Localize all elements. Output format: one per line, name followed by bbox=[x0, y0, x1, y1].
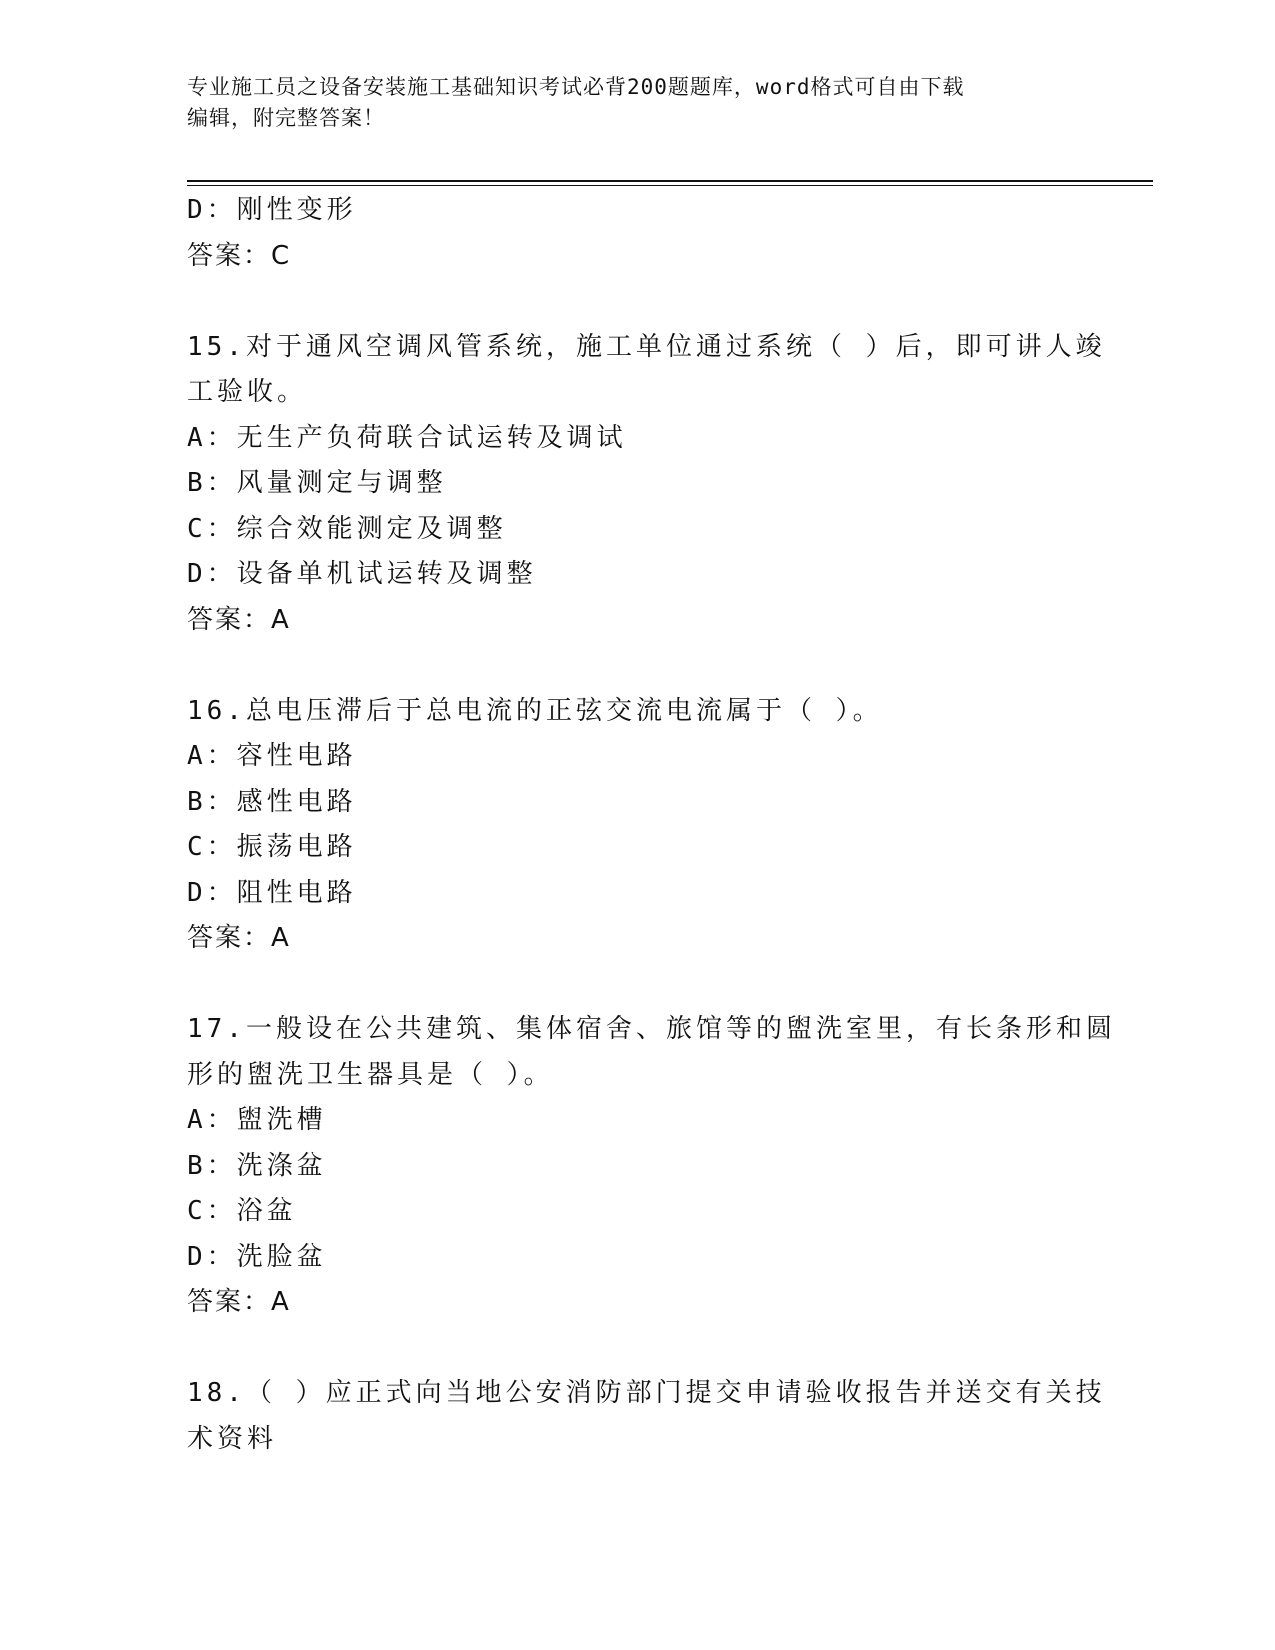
question-17-text-line-1: 17.一般设在公共建筑、集体宿舍、旅馆等的盥洗室里，有长条形和圆 bbox=[187, 1014, 1116, 1044]
question-16-option-a: A：容性电路 bbox=[187, 741, 357, 771]
question-15-option-c: C：综合效能测定及调整 bbox=[187, 513, 507, 544]
question-18-text-line-1: 18.（ ）应正式向当地公安消防部门提交申请验收报告并送交有关技 bbox=[187, 1378, 1106, 1408]
question-17 bbox=[187, 1007, 1116, 1326]
spacer bbox=[187, 1326, 1087, 1372]
question-15-option-a: A：无生产负荷联合试运转及调试 bbox=[187, 422, 627, 453]
question-16-option-b: B：感性电路 bbox=[187, 786, 357, 817]
question-17-option-a: A：盥洗槽 bbox=[187, 1105, 327, 1135]
question-15-option-b: B：风量测定与调整 bbox=[187, 468, 447, 498]
spacer bbox=[187, 643, 1087, 689]
question-15-answer: 答案：A bbox=[187, 604, 291, 635]
question-16-text: 16.总电压滞后于总电流的正弦交流电流属于（ ）。 bbox=[187, 695, 883, 726]
header-line-1: 专业施工员之设备安装施工基础知识考试必背200题题库，word格式可自由下载 bbox=[187, 75, 965, 99]
question-17-option-c: C：浴盆 bbox=[187, 1196, 297, 1226]
question-15-text-line-2: 工验收。 bbox=[187, 377, 308, 407]
previous-question-answer: 答案：C bbox=[187, 240, 292, 271]
spacer bbox=[187, 279, 1087, 325]
document-header bbox=[187, 72, 1087, 134]
header-divider-thin bbox=[187, 185, 1153, 186]
question-17-answer: 答案：A bbox=[187, 1287, 291, 1317]
question-15-text-line-1: 15.对于通风空调风管系统，施工单位通过系统（ ）后，即可讲人竣 bbox=[187, 331, 1106, 362]
question-17-option-b: B：洗涤盆 bbox=[187, 1150, 327, 1181]
question-16 bbox=[187, 689, 1087, 962]
question-16-answer: 答案：A bbox=[187, 923, 291, 953]
question-16-option-d: D：阻性电路 bbox=[187, 877, 357, 908]
question-18 bbox=[187, 1371, 1106, 1462]
question-15-option-d: D：设备单机试运转及调整 bbox=[187, 559, 537, 589]
question-15 bbox=[187, 325, 1106, 644]
header-line-2: 编辑，附完整答案！ bbox=[187, 106, 385, 130]
spacer bbox=[187, 962, 1087, 1008]
header-divider-thick bbox=[187, 180, 1153, 182]
question-17-option-d: D：洗脸盆 bbox=[187, 1241, 327, 1272]
previous-question-option-d: D：刚性变形 bbox=[187, 195, 357, 225]
question-18-text-line-2: 术资料 bbox=[187, 1423, 278, 1454]
question-16-option-c: C：振荡电路 bbox=[187, 832, 357, 862]
question-17-text-line-2: 形的盥洗卫生器具是（ ）。 bbox=[187, 1059, 554, 1090]
question-content bbox=[187, 188, 1116, 1462]
